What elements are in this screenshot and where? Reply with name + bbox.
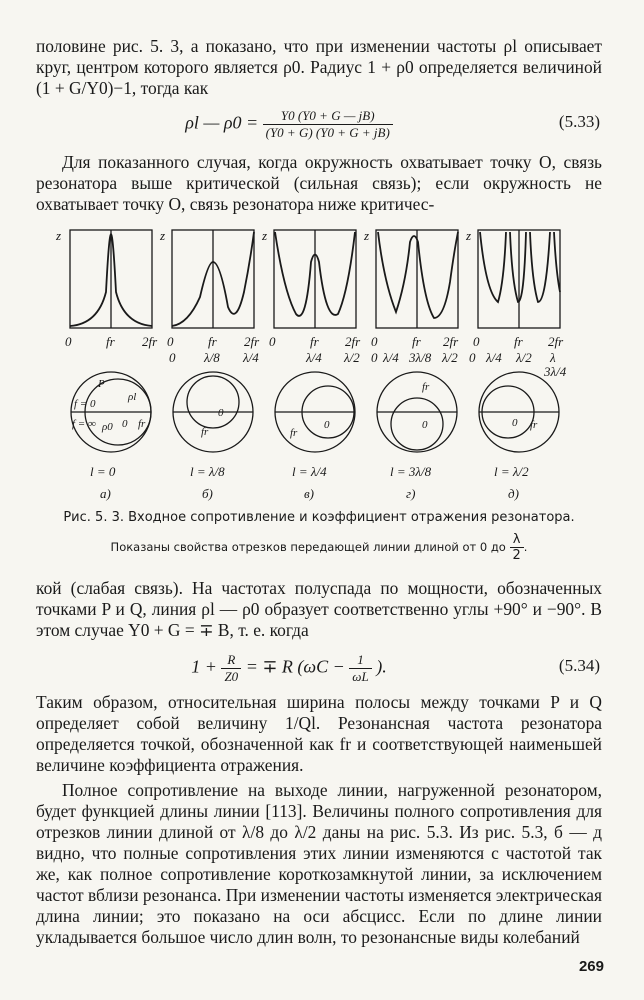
svg-text:fr: fr	[310, 334, 319, 349]
svg-text:fr: fr	[514, 334, 523, 349]
page-number: 269	[578, 958, 604, 975]
figure-5-3-drawing	[38, 222, 604, 504]
svg-text:fr: fr	[412, 334, 421, 349]
figure-caption-fraction	[510, 532, 524, 563]
panel-labels	[90, 464, 529, 501]
eq534-frac2-top: 1	[349, 652, 371, 669]
figure-5-3	[38, 222, 604, 504]
svg-text:fr: fr	[208, 334, 217, 349]
eq534-frac2-bot: ωL	[352, 669, 369, 684]
caption-frac-bot: 2	[512, 548, 521, 563]
svg-text:fr: fr	[290, 427, 298, 439]
svg-text:l = 0: l = 0	[90, 464, 116, 479]
svg-text:λ/8: λ/8	[204, 350, 220, 365]
graph-d-curve	[378, 232, 458, 318]
svg-text:0: 0	[324, 419, 330, 431]
eq533-numerator: Y0 (Y0 + G — jB)	[263, 108, 393, 125]
paragraph-3: кой (слабая связь). На частотах полуспада по мощности, обозначенных точками P и Q, линия ρl — ρ0 образует соответственно углы +90° и −90°. В этом случае Y0 + G = ∓ B, т. е. когда	[36, 578, 602, 640]
equation-number-5-34: (5.34)	[558, 656, 600, 675]
svg-text:fr: fr	[422, 381, 430, 393]
eq534-fraction-2	[349, 652, 371, 685]
equation-5-33-formula	[36, 108, 542, 141]
equation-5-34	[36, 646, 602, 686]
svg-text:λ/4: λ/4	[486, 350, 502, 365]
svg-text:2fr: 2fr	[142, 334, 158, 349]
svg-text:ρ0: ρ0	[102, 421, 113, 433]
svg-text:0: 0	[269, 334, 276, 349]
svg-text:λ/2: λ/2	[516, 350, 532, 365]
svg-text:2fr: 2fr	[443, 334, 459, 349]
figure-caption-sub: Показаны свойства отрезков передающей линии длиной от 0 до $\frac{\lambda}{2}$ .	[110, 532, 528, 563]
caption-frac-top: λ	[510, 532, 524, 548]
svg-text:г): г)	[406, 486, 416, 501]
svg-text:P: P	[98, 378, 105, 390]
equation-number-5-33: (5.33)	[558, 112, 600, 131]
svg-text:l = λ/2: l = λ/2	[494, 464, 529, 479]
svg-text:3λ/8: 3λ/8	[409, 350, 432, 365]
svg-text:λ/4: λ/4	[243, 350, 259, 365]
equation-5-33	[36, 102, 602, 142]
svg-text:0: 0	[422, 419, 428, 431]
svg-text:а): а)	[100, 486, 111, 501]
svg-text:в): в)	[304, 486, 314, 501]
svg-text:z: z	[160, 228, 166, 243]
svg-text:б): б)	[202, 486, 213, 501]
svg-text:0: 0	[65, 334, 72, 349]
paragraph-4: Таким образом, относительная ширина полосы между точками P и Q определяет собой величину 1/Ql. Резонансная частота резонатора определяется точкой, обозначенной как fr и соответствующей наименьшей величине коэффициента отражения.	[36, 692, 602, 775]
svg-text:0: 0	[167, 334, 174, 349]
svg-text:λ: λ	[550, 350, 556, 365]
graph-e-curve	[480, 232, 560, 302]
svg-text:0: 0	[469, 350, 476, 365]
paragraph-5: Полное сопротивление на выходе линии, нагруженной резонатором, будет функцией длины линии [113]. Величины полного сопротивления для отрезков линии длиной от λ/8 до λ/2 даны на рис. 5.3. Из рис. 5.3, б — д видно, что полные сопротивления этих линии изменяются с частотой так же, как полное сопротивление короткозамкнутой линии, за исключением частот вблизи резонанса. При изменении частоты изменяется электрическая длина линии; это показано на оси абсцисс. Если по длине линии укладывается большое число длин волн, то резонансные виды колебаний	[36, 780, 602, 947]
svg-text:l = λ/8: l = λ/8	[190, 464, 225, 479]
svg-text:0: 0	[218, 407, 224, 419]
eq533-fraction	[263, 108, 393, 141]
eq534-frac1-bot: Z0	[224, 669, 239, 684]
eq534-fraction-1	[221, 652, 241, 685]
paragraph-2: Для показанного случая, когда окружность охватывает точку О, связь резонатора выше критической (сильная связь); если окружность не охватывает точку О, связь резонатора ниже критичес-	[36, 152, 602, 214]
figure-caption-sub-text: Показаны свойства отрезков передающей линии длиной от 0 до	[110, 540, 506, 554]
eq533-denominator: (Y0 + G) (Y0 + G + jB)	[265, 125, 390, 140]
eq534-end: ).	[376, 656, 387, 677]
eq534-middle: = ∓ R (ωC −	[245, 656, 345, 677]
svg-text:l = 3λ/8: l = 3λ/8	[390, 464, 432, 479]
svg-text:fr: fr	[138, 418, 146, 430]
svg-text:λ/2: λ/2	[344, 350, 360, 365]
svg-text:3λ/4: 3λ/4	[544, 364, 567, 379]
eq534-lhs: 1 +	[191, 656, 217, 677]
svg-text:0: 0	[169, 350, 176, 365]
svg-text:λ/2: λ/2	[442, 350, 458, 365]
svg-text:д): д)	[508, 486, 519, 501]
svg-text:z: z	[262, 228, 268, 243]
svg-text:λ/4: λ/4	[383, 350, 399, 365]
eq534-frac1-top: R	[221, 652, 241, 669]
svg-text:fr: fr	[201, 426, 209, 438]
svg-text:l = λ/4: l = λ/4	[292, 464, 327, 479]
svg-text:0: 0	[473, 334, 480, 349]
svg-text:f = ∞: f = ∞	[72, 418, 96, 430]
svg-text:fr: fr	[106, 334, 115, 349]
svg-text:0: 0	[122, 418, 128, 430]
svg-text:0: 0	[512, 417, 518, 429]
svg-text:0: 0	[371, 334, 378, 349]
svg-text:z: z	[466, 228, 472, 243]
svg-text:2fr: 2fr	[345, 334, 361, 349]
svg-text:z: z	[364, 228, 370, 243]
svg-text:2fr: 2fr	[244, 334, 260, 349]
svg-text:f = 0: f = 0	[74, 398, 96, 410]
paragraph-1: половине рис. 5. 3, а показано, что при изменении частоты ρl описывает круг, центром которого является ρ0. Радиус 1 + ρ0 определяется величиной (1 + G/Y0)−1, тогда как	[36, 36, 602, 98]
svg-text:2fr: 2fr	[548, 334, 564, 349]
eq533-lhs: ρl — ρ0 =	[185, 112, 259, 133]
svg-text:ρl: ρl	[128, 391, 137, 403]
svg-text:λ/4: λ/4	[306, 350, 322, 365]
svg-text:0: 0	[371, 350, 378, 365]
graph-labels	[55, 228, 567, 379]
figure-caption: Рис. 5. 3. Входное сопротивление и коэффициент отражения резонатора.	[63, 510, 575, 525]
svg-text:fr: fr	[530, 419, 538, 431]
equation-5-34-formula	[36, 652, 542, 685]
svg-text:z: z	[56, 228, 62, 243]
